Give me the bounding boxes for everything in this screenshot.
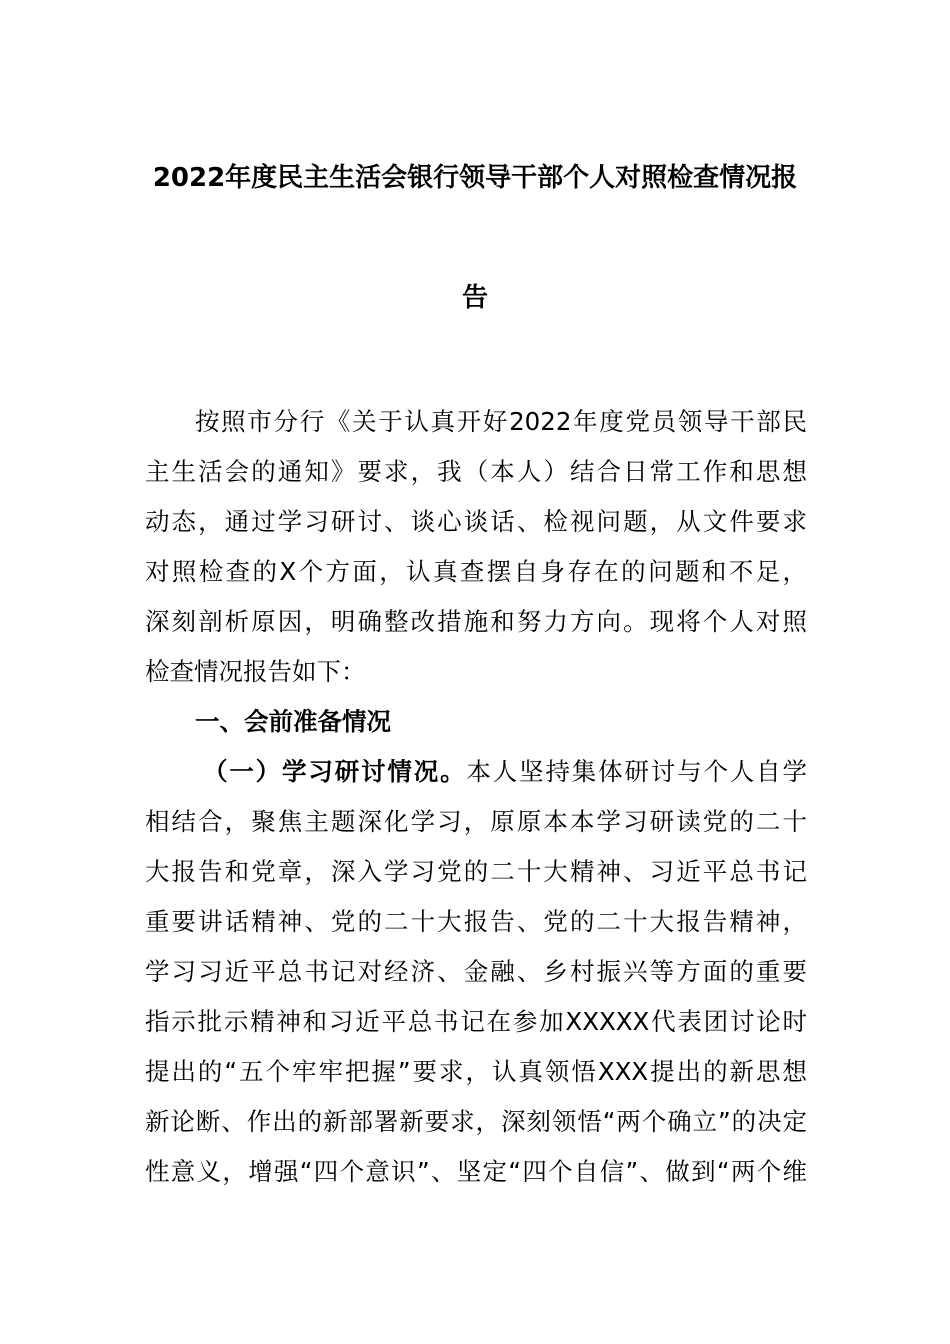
subsection-paragraph-line: 大报告和党章，深入学习党的二十大精神、习近平总书记 xyxy=(145,857,807,886)
intro-paragraph-line: 按照市分行《关于认真开好2022年度党员领导干部民 xyxy=(195,407,807,436)
subsection-paragraph-line: 重要讲话精神、党的二十大报告、党的二十大报告精神， xyxy=(145,907,807,936)
intro-paragraph-line: 主生活会的通知》要求，我（本人）结合日常工作和思想 xyxy=(145,457,807,486)
subsection-paragraph-line: 新论断、作出的新部署新要求，深刻领悟“两个确立”的决定 xyxy=(145,1107,807,1136)
document-title-line-2: 告 xyxy=(461,283,488,313)
intro-paragraph-line: 检查情况报告如下： xyxy=(145,657,366,686)
subsection-paragraph-line: 提出的“五个牢牢把握”要求，认真领悟XXX提出的新思想 xyxy=(145,1057,807,1086)
subsection-paragraph-line: 学习习近平总书记对经济、金融、乡村振兴等方面的重要 xyxy=(145,957,807,986)
section-heading: 一、会前准备情况 xyxy=(195,707,391,736)
intro-paragraph-line: 动态，通过学习研讨、谈心谈话、检视问题，从文件要求 xyxy=(145,507,807,536)
subsection-paragraph-line: 相结合，聚焦主题深化学习，原原本本学习研读党的二十 xyxy=(145,807,807,836)
document-title-line-1: 2022年度民主生活会银行领导干部个人对照检查情况报 xyxy=(152,163,798,193)
subsection-paragraph-line: 指示批示精神和习近平总书记在参加XXXXX代表团讨论时 xyxy=(145,1007,807,1036)
subsection-paragraph-line: 性意义，增强“四个意识”、坚定“四个自信”、做到“两个维 xyxy=(145,1157,807,1186)
intro-paragraph-line: 对照检查的X个方面，认真查摆自身存在的问题和不足， xyxy=(145,557,807,586)
subsection-heading: （一）学习研讨情况。 xyxy=(203,757,467,786)
intro-paragraph-line: 深刻剖析原因，明确整改措施和努力方向。现将个人对照 xyxy=(145,607,807,636)
subsection-first-line xyxy=(145,755,807,789)
subsection-text: 本人坚持集体研讨与个人自学 xyxy=(466,757,808,786)
